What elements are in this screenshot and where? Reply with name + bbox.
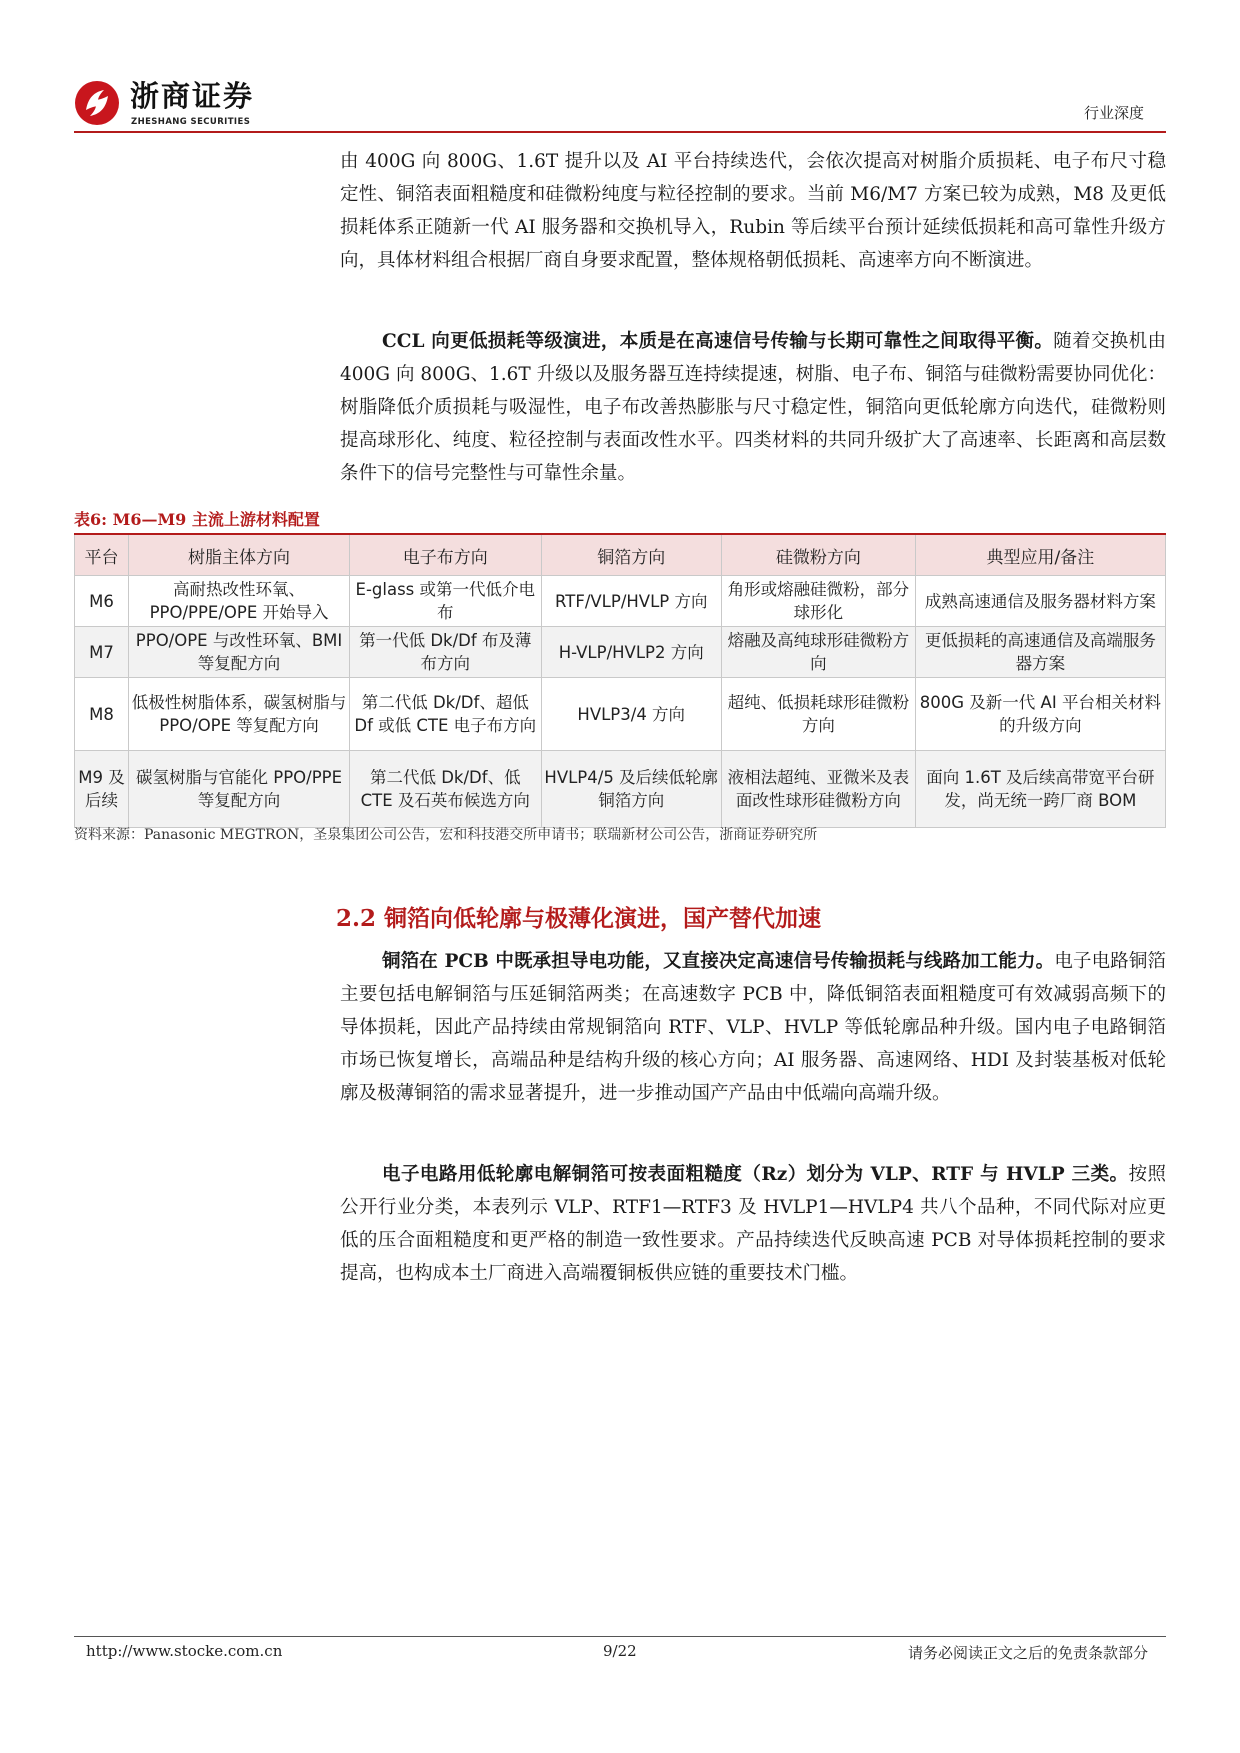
table-cell: 角形或熔融硅微粉，部分球形化 (721, 576, 915, 627)
table-cell: PPO/OPE 与改性环氧、BMI 等复配方向 (129, 627, 350, 678)
table-cell: 面向 1.6T 及后续高带宽平台研发，尚无统一跨厂商 BOM (915, 751, 1165, 828)
table-caption: 表6: M6—M9 主流上游材料配置 (74, 510, 320, 529)
table-cell: RTF/VLP/HVLP 方向 (541, 576, 721, 627)
table-cell: 超纯、低损耗球形硅微粉方向 (721, 678, 915, 751)
table-cell: 碳氢树脂与官能化 PPO/PPE 等复配方向 (129, 751, 350, 828)
paragraph-1: 由 400G 向 800G、1.6T 提升以及 AI 平台持续迭代，会依次提高对树脂介质损耗、电子布尺寸稳定性、铜箔表面粗糙度和硅微粉纯度与粒径控制的要求。当前 M6/M7 方案已较为成熟，M8 及更低损耗体系正随新一代 AI 服务器和交换机导入，Rubin 等后续平台预计延续低损耗和高可靠性升级方向，具体材料组合根据厂商自身要求配置，整体规格朝低损耗、高速率方向不断演进。 (340, 151, 1166, 271)
table-header: 典型应用/备注 (915, 535, 1165, 576)
brand-name: 浙商证券 (130, 79, 255, 113)
table-cell: 第二代低 Dk/Df、低 CTE 及石英布候选方向 (349, 751, 541, 828)
materials-table (74, 535, 1166, 828)
table-cell: M9 及后续 (75, 751, 129, 828)
table-header: 硅微粉方向 (721, 535, 915, 576)
table-cell: M8 (75, 678, 129, 751)
paragraph-4-body: 按照公开行业分类，本表列示 VLP、RTF1—RTF3 及 HVLP1—HVLP4 共八个品种，不同代际对应更低的压合面粗糙度和更严格的制造一致性要求。产品持续迭代反映高速 PCB 对导体损耗控制的要求提高，也构成本土厂商进入高端覆铜板供应链的重要技术门槛。 (340, 1164, 1166, 1284)
table-header-row (75, 535, 1166, 576)
table-row (75, 627, 1166, 678)
table-cell: 成熟高速通信及服务器材料方案 (915, 576, 1165, 627)
paragraph-2-lead: CCL 向更低损耗等级演进，本质是在高速信号传输与长期可靠性之间取得平衡。 (382, 331, 1054, 352)
paragraph-2 (340, 325, 1166, 490)
paragraph-3 (340, 945, 1166, 1110)
section-heading: 2.2 铜箔向低轮廓与极薄化演进，国产替代加速 (336, 905, 822, 932)
table-cell: 第一代低 Dk/Df 布及薄布方向 (349, 627, 541, 678)
page-number: 9/22 (603, 1642, 637, 1660)
table-cell: M6 (75, 576, 129, 627)
footer-url-link[interactable]: http://www.stocke.com.cn (86, 1642, 283, 1660)
brand-subtitle: ZHESHANG SECURITIES (131, 117, 251, 127)
table-cell: 低极性树脂体系，碳氢树脂与 PPO/OPE 等复配方向 (129, 678, 350, 751)
paragraph-4 (340, 1158, 1166, 1290)
header-divider (74, 131, 1166, 133)
footer-disclaimer: 请务必阅读正文之后的免责条款部分 (907, 1644, 1148, 1662)
table-cell: M7 (75, 627, 129, 678)
paragraph-2-body: 随着交换机由 400G 向 800G、1.6T 升级以及服务器互连持续提速，树脂、电子布、铜箔与硅微粉需要协同优化：树脂降低介质损耗与吸湿性，电子布改善热膨胀与尺寸稳定性，铜箔向更低轮廓方向迭代，硅微粉则提高球形化、纯度、粒径控制与表面改性水平。四类材料的共同升级扩大了高速率、长距离和高层数条件下的信号完整性与可靠性余量。 (340, 331, 1166, 484)
table-header: 树脂主体方向 (129, 535, 350, 576)
paragraph-3-lead: 铜箔在 PCB 中既承担导电功能，又直接决定高速信号传输损耗与线路加工能力。 (382, 951, 1055, 972)
table-header: 铜箔方向 (541, 535, 721, 576)
table-row (75, 576, 1166, 627)
table-cell: 高耐热改性环氧、PPO/PPE/OPE 开始导入 (129, 576, 350, 627)
zheshang-logo-icon (74, 80, 120, 126)
table-cell: H-VLP/HVLP2 方向 (541, 627, 721, 678)
table-row (75, 678, 1166, 751)
table-cell: 更低损耗的高速通信及高端服务器方案 (915, 627, 1165, 678)
table-header: 平台 (75, 535, 129, 576)
table-cell: HVLP4/5 及后续低轮廓铜箔方向 (541, 751, 721, 828)
table-cell: 液相法超纯、亚微米及表面改性球形硅微粉方向 (721, 751, 915, 828)
table-row (75, 751, 1166, 828)
paragraph-3-body: 电子电路铜箔主要包括电解铜箔与压延铜箔两类；在高速数字 PCB 中，降低铜箔表面粗糙度可有效减弱高频下的导体损耗，因此产品持续由常规铜箔向 RTF、VLP、HVLP 等低轮廓品种升级。国内电子电路铜箔市场已恢复增长，高端品种是结构升级的核心方向；AI 服务器、高速网络、HDI 及封装基板对低轮廓及极薄铜箔的需求显著提升，进一步推动国产产品由中低端向高端升级。 (340, 951, 1166, 1104)
footer-divider (74, 1636, 1166, 1637)
table-cell: 第二代低 Dk/Df、超低 Df 或低 CTE 电子布方向 (349, 678, 541, 751)
table-source: 资料来源：Panasonic MEGTRON，圣泉集团公司公告，宏和科技港交所申请书；联瑞新材公司公告，浙商证券研究所 (74, 827, 818, 843)
table-cell: 800G 及新一代 AI 平台相关材料的升级方向 (915, 678, 1165, 751)
table-cell: HVLP3/4 方向 (541, 678, 721, 751)
table-cell: 熔融及高纯球形硅微粉方向 (721, 627, 915, 678)
table-header: 电子布方向 (349, 535, 541, 576)
document-type: 行业深度 (1083, 104, 1144, 122)
paragraph-4-lead: 电子电路用低轮廓电解铜箔可按表面粗糙度（Rz）划分为 VLP、RTF 与 HVLP 三类。 (382, 1164, 1129, 1185)
table-cell: E-glass 或第一代低介电布 (349, 576, 541, 627)
